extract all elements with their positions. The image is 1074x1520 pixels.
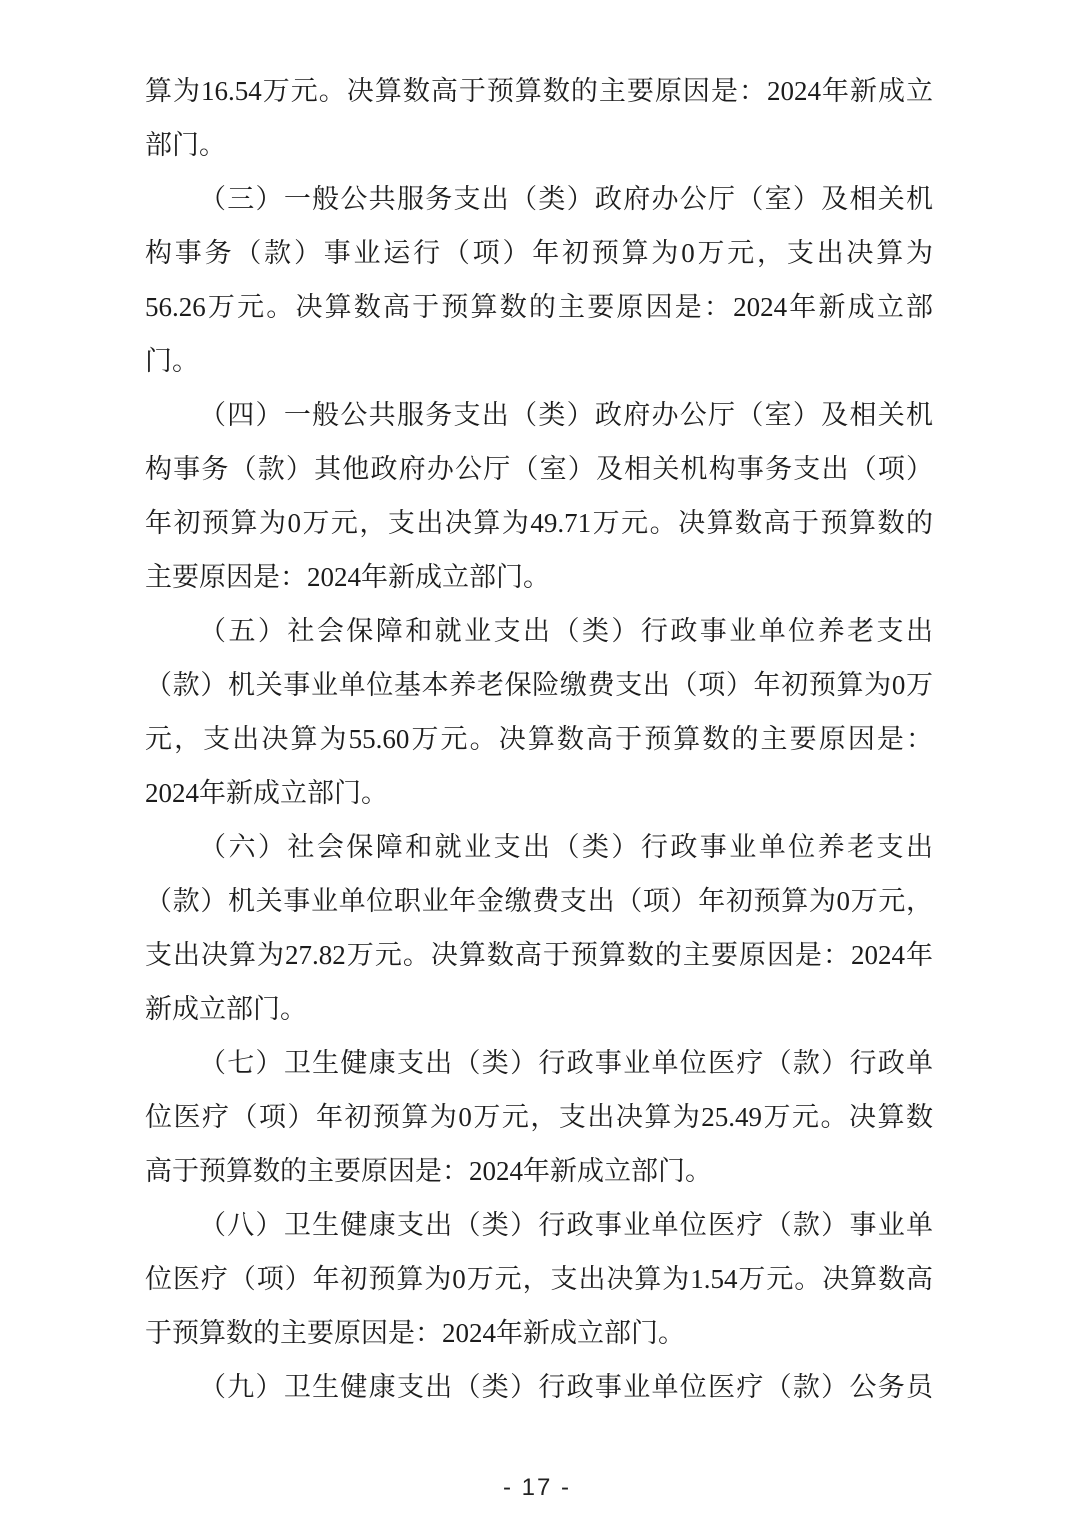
text-line: （三）一般公共服务支出（类）政府办公厅（室）及相关机: [199, 184, 933, 214]
page-number: - 17 -: [502, 1474, 571, 1501]
text-line: （款）机关事业单位职业年金缴费支出（项）年初预算为0万元，: [145, 886, 933, 916]
text-line: 门。: [145, 346, 199, 376]
paragraph-continuation: [145, 64, 933, 172]
text-line: 算为16.54万元。决算数高于预算数的主要原因是：2024年新成立: [145, 76, 933, 106]
text-line: 主要原因是：2024年新成立部门。: [145, 562, 550, 592]
paragraph-section-7: [145, 1036, 933, 1198]
text-line: 构事务（款）事业运行（项）年初预算为0万元，支出决算为: [145, 238, 933, 268]
text-line: 高于预算数的主要原因是：2024年新成立部门。: [145, 1156, 712, 1186]
text-line: （五）社会保障和就业支出（类）行政事业单位养老支出: [199, 616, 933, 646]
text-line: 56.26万元。决算数高于预算数的主要原因是：2024年新成立部: [145, 292, 933, 322]
body-text: [145, 64, 933, 1414]
text-line: 位医疗（项）年初预算为0万元，支出决算为1.54万元。决算数高: [145, 1264, 933, 1294]
text-line: 年初预算为0万元，支出决算为49.71万元。决算数高于预算数的: [145, 508, 933, 538]
text-line: （六）社会保障和就业支出（类）行政事业单位养老支出: [199, 832, 933, 862]
paragraph-section-3: [145, 172, 933, 388]
text-line: （九）卫生健康支出（类）行政事业单位医疗（款）公务员: [199, 1372, 933, 1402]
text-line: 位医疗（项）年初预算为0万元，支出决算为25.49万元。决算数: [145, 1102, 933, 1132]
text-line: 构事务（款）其他政府办公厅（室）及相关机构事务支出（项）: [145, 454, 933, 484]
text-line: 于预算数的主要原因是：2024年新成立部门。: [145, 1318, 685, 1348]
text-line: 2024年新成立部门。: [145, 778, 388, 808]
text-line: 新成立部门。: [145, 994, 307, 1024]
text-line: 支出决算为27.82万元。决算数高于预算数的主要原因是：2024年: [145, 940, 933, 970]
paragraph-section-6: [145, 820, 933, 1036]
paragraph-section-9: [145, 1360, 933, 1414]
text-line: （八）卫生健康支出（类）行政事业单位医疗（款）事业单: [199, 1210, 933, 1240]
text-line: （四）一般公共服务支出（类）政府办公厅（室）及相关机: [199, 400, 933, 430]
text-line: 元，支出决算为55.60万元。决算数高于预算数的主要原因是：: [145, 724, 933, 754]
paragraph-section-8: [145, 1198, 933, 1360]
paragraph-section-5: [145, 604, 933, 820]
paragraph-section-4: [145, 388, 933, 604]
text-line: 部门。: [145, 130, 226, 160]
text-line: （款）机关事业单位基本养老保险缴费支出（项）年初预算为0万: [145, 670, 933, 700]
text-line: （七）卫生健康支出（类）行政事业单位医疗（款）行政单: [199, 1048, 933, 1078]
